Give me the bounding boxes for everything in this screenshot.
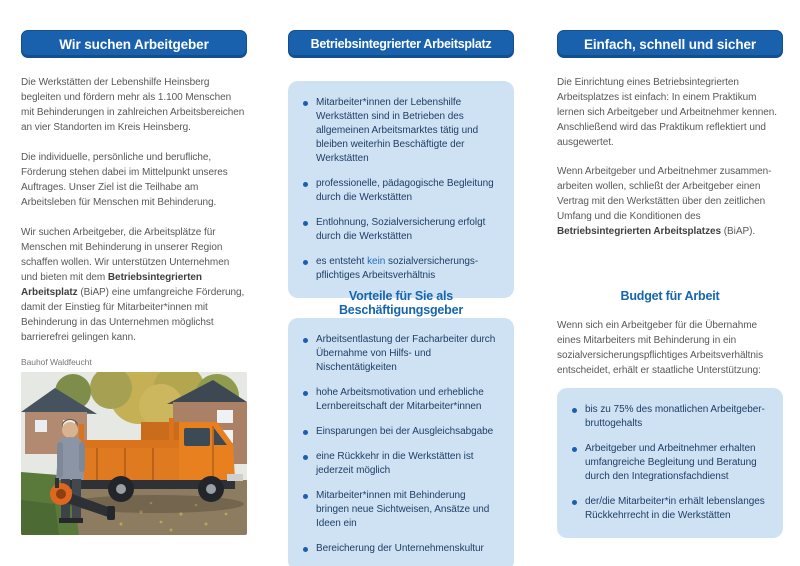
bullet-list [303, 96, 501, 283]
highlighted-word-kein: kein [367, 256, 386, 267]
paragraph-werkstaetten-intro: Die Werkstätten der Lebenshilfe Heinsberg begleiten und fördern mehr als 1.100 Menschen mit Behinderungen in zahlreichen Arbeitsbereichen an vier Standorten im Kreis Heinsberg. [21, 77, 245, 133]
info-box-biap-facts [288, 81, 514, 298]
paragraph-part: Wir suchen Arbeitgeber, die Arbeitsplätze für Menschen mit Behinderung in unserer Region schaffen wollen. Wir unterstützen Unternehmen und bieten mit dem [21, 227, 230, 283]
photo-bauhof-waldfeucht [21, 372, 247, 535]
bullet-list [303, 333, 501, 556]
paragraph-uebernahme: Wenn sich ein Arbeitgeber für die Übernahme eines Mitarbeiters mit Behinderung in ein sozialversicherungspflichtiges Arbeitsverhältnis entscheidet, erhält er staatliche Unterstützung: [557, 320, 764, 376]
bullet-item: Arbeitgeber und Arbeitnehmer erhalten umfangreiche Begleitung und Beratung durch den Integrationsfachdienst [572, 442, 770, 484]
bullet-list [572, 403, 770, 523]
column-wir-suchen-arbeitgeber [21, 30, 247, 367]
section-header-label: Betriebsintegrierter Arbeitsplatz [310, 37, 492, 51]
bullet-item: der/die Mitarbeiter*in erhält lebenslanges Rückkehrrecht in die Werkstätten [572, 495, 770, 523]
bullet-item: professionelle, pädagogische Begleitung durch die Werkstätten [303, 177, 501, 205]
paragraph-wir-suchen [21, 225, 247, 345]
section-header-label: Einfach, schnell und sicher [583, 36, 757, 52]
bullet-item: Bereicherung der Unternehmenskultur [303, 542, 501, 556]
paragraph-foerderung: Die individuelle, persönliche und berufliche, Förderung stehen dabei im Mittelpunkt unseres Auftrages. Unser Ziel ist die Teilhabe am Arbeitsleben für Menschen mit Behinderung. [21, 152, 228, 208]
subheading-budget-fuer-arbeit: Budget für Arbeit [620, 289, 720, 303]
bold-biap-term: Betriebsintegrierten Arbeitsplatz [21, 272, 202, 298]
paragraph-part: (BiAP). [721, 226, 756, 237]
bullet-item: Mitarbeiter*innen mit Behinderung bringen neue Sichtweisen, Ansätze und Ideen ein [303, 489, 501, 531]
info-box-unterstuetzung [557, 388, 783, 538]
section-header-label: Wir suchen Arbeitgeber [59, 36, 209, 52]
bullet-item: eine Rückkehr in die Werkstätten ist jederzeit möglich [303, 450, 501, 478]
bold-biap-term: Betriebsintegrierten Arbeitsplatzes [557, 226, 722, 237]
bullet-item: hohe Arbeitsmotivation und erhebliche Lernbereitschaft der Mitarbeiter*innen [303, 386, 501, 414]
bullet-item: Einsparungen bei der Ausgleichsabgabe [303, 425, 501, 439]
photo-caption: Bauhof Waldfeucht [21, 357, 92, 367]
bullet-item [303, 255, 501, 283]
bullet-item: Arbeitsentlastung der Facharbeiter durch Übernahme von Hilfs- und Nischentätigkeiten [303, 333, 501, 375]
column-betriebsintegrierter-arbeitsplatz [288, 30, 514, 554]
section-header-banner [557, 30, 783, 58]
paragraph-einrichtung: Die Einrichtung eines Betriebsintegrierten Arbeitsplatzes ist einfach: In einem Praktikum lernen sich Arbeitgeber und Arbeitnehmer kennen. Anschließend wird das Praktikum reflektiert und ausgewertet. [557, 77, 777, 148]
paragraph-vertrag [557, 164, 783, 239]
section-header-banner [21, 30, 247, 58]
bullet-part: es entsteht [316, 256, 368, 267]
bullet-part: sozialversicherungs-pflichtiges Arbeitsverhältnis [316, 256, 479, 281]
bullet-item: Mitarbeiter*innen der Lebenshilfe Werkstätten sind in Betrieben des allgemeinen Arbeitsmarktes tätig und bleiben weiterhin Beschäftigte der Werkstätten [303, 96, 501, 166]
subheading-vorteile: Vorteile für Sie als Beschäftigungsgeber [338, 289, 463, 317]
column-einfach-schnell-sicher [557, 30, 783, 521]
bullet-item: bis zu 75% des monatlichen Arbeitgeber-bruttogehalts [572, 403, 770, 431]
info-box-vorteile [288, 318, 514, 566]
paragraph-part: (BiAP) eine umfangreiche Förderung, damit der Einstieg für Mitarbeiter*innen mit Behinderung in das Unternehmen möglichst barrierefrei gelingen kann. [21, 287, 245, 343]
bullet-item: Entlohnung, Sozialversicherung erfolgt durch die Werkstätten [303, 216, 501, 244]
section-header-banner [288, 30, 514, 58]
paragraph-part: Wenn Arbeitgeber und Arbeitnehmer zusammen-arbeiten wollen, schließt der Arbeitgeber einen Vertrag mit den Werkstätten über den zeitlichen Umfang und die Konditionen des [557, 166, 772, 222]
